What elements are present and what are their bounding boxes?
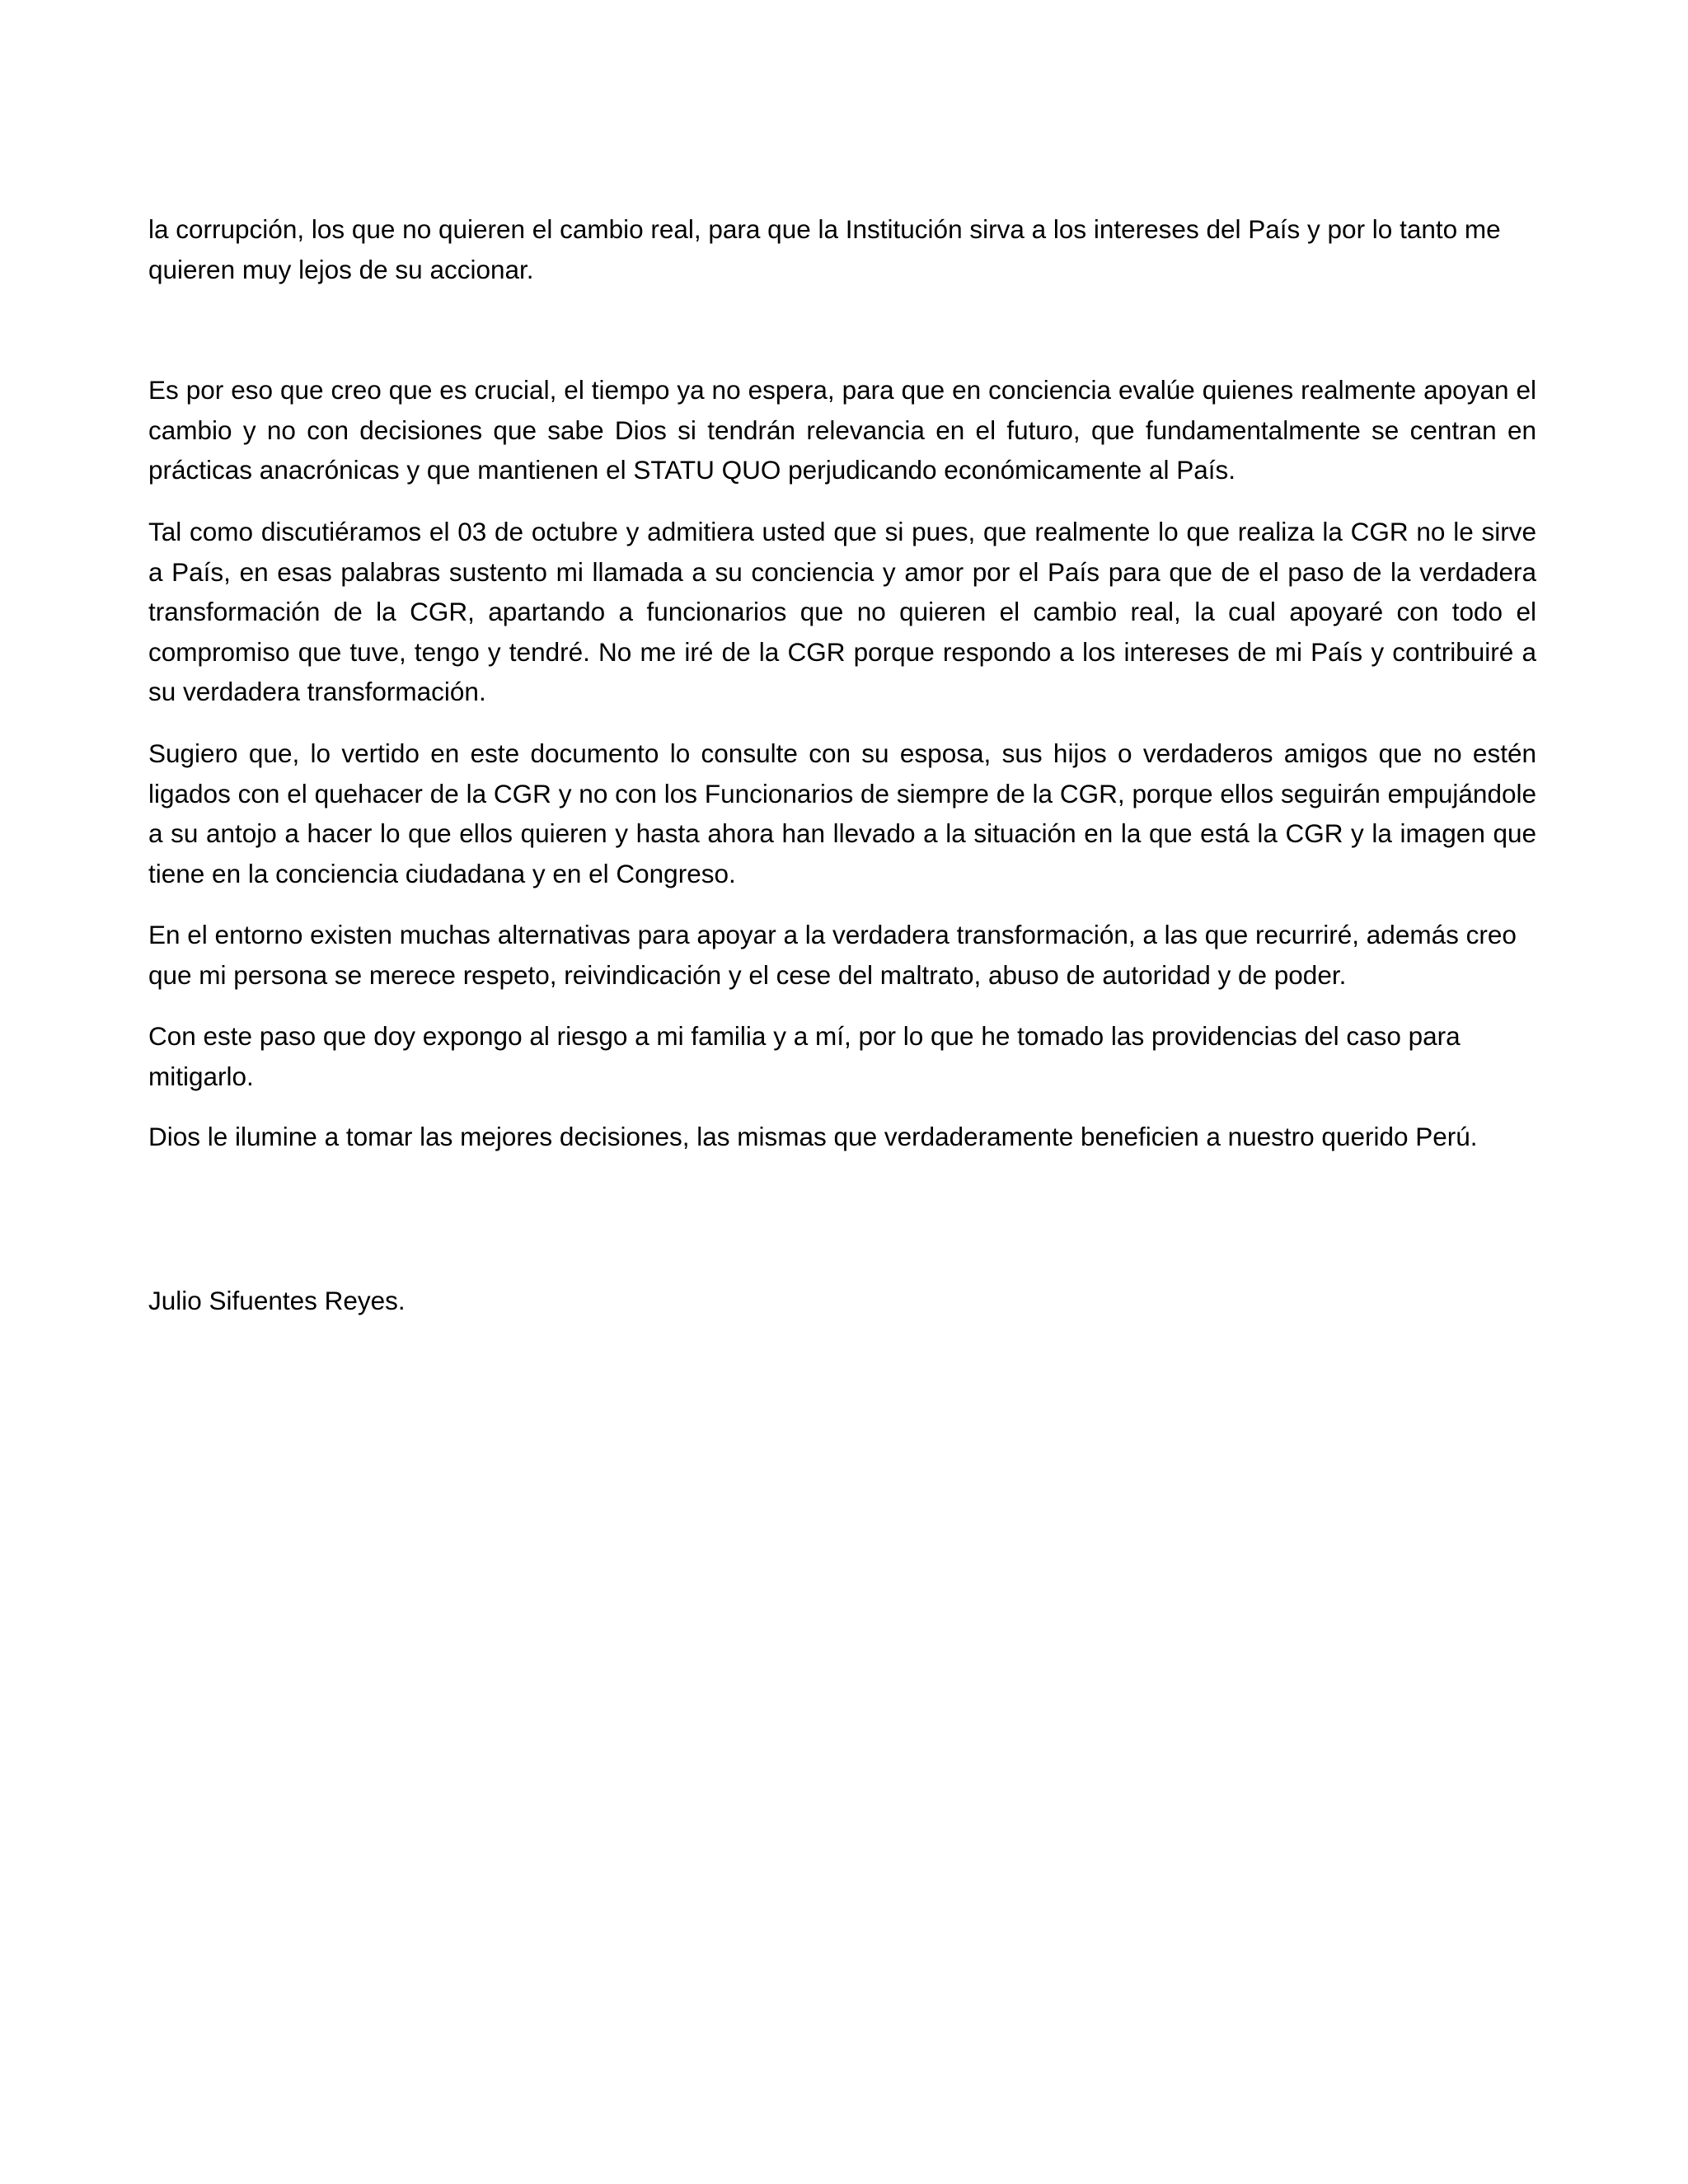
paragraph-2: Es por eso que creo que es crucial, el tiempo ya no espera, para que en conciencia evalúe quienes realmente apoyan el cambio y no con decisiones que sabe Dios si tendrán relevancia en el futuro, que fundamentalmente se centran en prácticas anacrónicas y que mantienen el STATU QUO perjudicando económicamente al País.	[148, 375, 1536, 485]
paragraph-7: Dios le ilumine a tomar las mejores decisiones, las mismas que verdaderamente beneficien a nuestro querido Perú.	[148, 1122, 1478, 1151]
paragraph-3: Tal como discutiéramos el 03 de octubre y admitiera usted que si pues, que realmente lo que realiza la CGR no le sirve a País, en esas palabras sustento mi llamada a su conciencia y amor por el País para que de el paso de la verdadera transformación de la CGR, apartando a funcionarios que no quieren el cambio real, la cual apoyaré con todo el compromiso que tuve, tengo y tendré. No me iré de la CGR porque respondo a los intereses de mi País y contribuiré a su verdadera transformación.	[148, 517, 1536, 706]
paragraph-1: la corrupción, los que no quieren el cambio real, para que la Institución sirva a los intereses del País y por lo tanto me quieren muy lejos de su accionar.	[148, 214, 1501, 284]
paragraph-4: Sugiero que, lo vertido en este documento lo consulte con su esposa, sus hijos o verdaderos amigos que no estén ligados con el quehacer de la CGR y no con los Funcionarios de siempre de la CGR, porque ellos seguirán empujándole a su antojo a hacer lo que ellos quieren y hasta ahora han llevado a la situación en la que está la CGR y la imagen que tiene en la conciencia ciudadana y en el Congreso.	[148, 738, 1536, 888]
signature: Julio Sifuentes Reyes.	[148, 1286, 406, 1315]
paragraph-6: Con este paso que doy expongo al riesgo a mi familia y a mí, por lo que he tomado las providencias del caso para mitigarlo.	[148, 1021, 1461, 1091]
paragraph-5: En el entorno existen muchas alternativas para apoyar a la verdadera transformación, a las que recurriré, además creo que mi persona se merece respeto, reivindicación y el cese del maltrato, abuso de autoridad y de poder.	[148, 920, 1517, 990]
